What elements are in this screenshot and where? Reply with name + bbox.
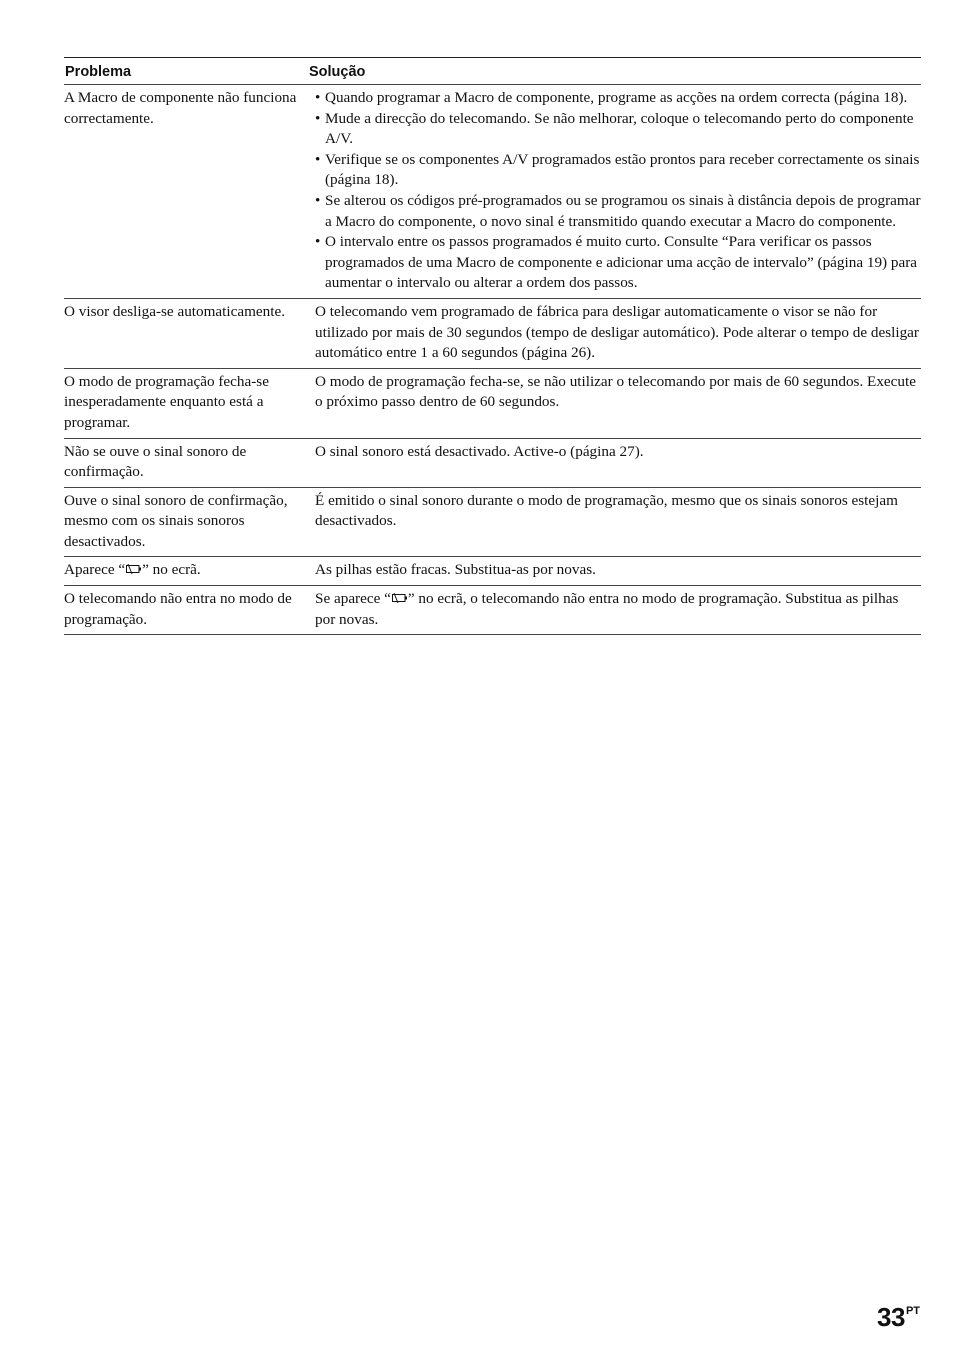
solution-bullet: • Quando programar a Macro de componente, programe as acções na ordem correcta (página 18). bbox=[315, 88, 921, 109]
table-row bbox=[64, 439, 921, 488]
column-header-problem: Problema bbox=[65, 63, 132, 80]
solution-cell: O sinal sonoro está desactivado. Active-o (página 27). bbox=[315, 442, 644, 460]
solution-text-after: ” no ecrã, o telecomando não entra no modo de programação. Substitua as pilhas por novas. bbox=[315, 590, 899, 628]
solution-bullet: • O intervalo entre os passos programados é muito curto. Consulte “Para verificar os passos programados de uma Macro de componente e adicionar uma acção de intervalo” (página 19) para aumentar o intervalo ou alterar a ordem dos passos. bbox=[315, 232, 921, 294]
page-number bbox=[877, 1296, 920, 1332]
problem-cell: O visor desliga-se automaticamente. bbox=[64, 302, 285, 320]
table-row bbox=[64, 369, 921, 439]
problem-text-after: ” no ecrã. bbox=[142, 561, 201, 579]
solution-cell: É emitido o sinal sonoro durante o modo de programação, mesmo que os sinais sonoros estejam desactivados. bbox=[315, 491, 898, 530]
low-battery-icon bbox=[391, 592, 408, 604]
page-number-value: 33 bbox=[877, 1302, 905, 1332]
problem-cell: O modo de programação fecha-se inesperadamente enquanto está a programar. bbox=[64, 372, 269, 431]
column-header-solution: Solução bbox=[309, 63, 366, 80]
solution-cell bbox=[315, 88, 921, 294]
solution-cell: As pilhas estão fracas. Substitua-as por novas. bbox=[315, 561, 596, 579]
problem-cell bbox=[64, 560, 315, 581]
table-row bbox=[64, 299, 921, 369]
problem-cell: A Macro de componente não funciona correctamente. bbox=[64, 89, 297, 127]
problem-cell: O telecomando não entra no modo de programação. bbox=[64, 590, 292, 628]
table-header bbox=[64, 58, 921, 85]
problem-cell: Ouve o sinal sonoro de confirmação, mesmo com os sinais sonoros desactivados. bbox=[64, 491, 288, 550]
table-row bbox=[64, 586, 921, 635]
solution-cell: O modo de programação fecha-se, se não utilizar o telecomando por mais de 60 segundos. Execute o próximo passo dentro de 60 segundos. bbox=[315, 372, 916, 411]
solution-cell: O telecomando vem programado de fábrica para desligar automaticamente o visor se não for utilizado por mais de 30 segundos (tempo de desligar automático). Pode alterar o tempo de desligar automático entre 1 a 60 segundos (página 26). bbox=[315, 302, 919, 362]
solution-bullet: • Verifique se os componentes A/V programados estão prontos para receber correctamente os sinais (página 18). bbox=[315, 150, 921, 191]
table-row bbox=[64, 488, 921, 558]
table-row bbox=[64, 557, 921, 586]
solution-bullet: • Mude a direcção do telecomando. Se não melhorar, coloque o telecomando perto do componente A/V. bbox=[315, 109, 921, 150]
troubleshooting-table bbox=[64, 57, 921, 635]
solution-text-before: Se aparece “ bbox=[315, 590, 391, 608]
solution-cell bbox=[315, 589, 921, 630]
solution-list bbox=[315, 88, 921, 294]
low-battery-icon bbox=[125, 563, 142, 575]
table-row bbox=[64, 85, 921, 299]
problem-cell: Não se ouve o sinal sonoro de confirmação. bbox=[64, 442, 247, 481]
solution-bullet: • Se alterou os códigos pré-programados ou se programou os sinais à distância depois de programar a Macro do componente, o novo sinal é transmitido quando executar a Macro do componente. bbox=[315, 191, 921, 232]
problem-text-before: Aparece “ bbox=[64, 561, 126, 579]
language-code: PT bbox=[905, 1305, 920, 1317]
